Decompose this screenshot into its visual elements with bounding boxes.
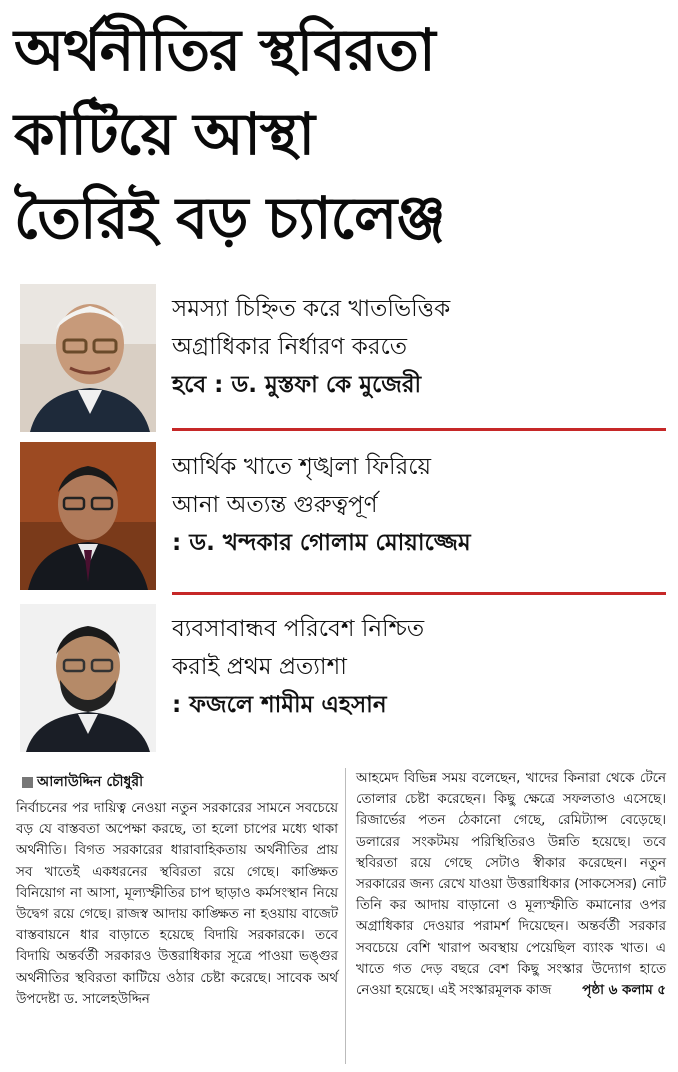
quote-text xyxy=(172,290,662,404)
headline-line: অর্থনীতির স্থবিরতা xyxy=(14,16,435,84)
article-column-left: নির্বাচনের পর দায়িত্ব নেওয়া নতুন সরকারের সামনে সবচেয়ে বড় যে বাস্তবতা অপেক্ষা করছে, তা হলো চাপের মধ্যে থাকা অর্থনীতি। বিগত সরকারের ধারাবাহিকতায় অর্থনীতির প্রায় সব খাতেই একধরনের স্থবিরতা রয়ে গেছে। কাঙ্ক্ষিত বিনিয়োগ না আসা, মূল্যস্ফীতির চাপ ছাড়াও কর্মসংস্থান নিয়ে উদ্বেগ রয়ে গেছে। রাজস্ব আদায় কাঙ্ক্ষিত না হওয়ায় বাজেট বাস্তবায়নে ধার বাড়াতে হয়েছে বিদায়ি সরকারকে। তবে বিদায়ি অন্তর্বর্তী সরকারও উত্তরাধিকার সূত্রে পাওয়া ভঙ্গুর অর্থনীতির স্থবিরতা কাটিয়ে ওঠার চেষ্টা করেছে। সাবেক অর্থ উপদেষ্টা ড. সালেহউদ্দিন xyxy=(16,801,338,1007)
speaker-name: ফজলে শামীম এহসান xyxy=(189,692,387,718)
headline-line: কাটিয়ে আস্থা xyxy=(14,100,315,168)
portrait-photo xyxy=(20,284,156,432)
page-jump-link[interactable]: পৃষ্ঠা ৬ কলাম ৫ xyxy=(582,983,666,999)
divider-line xyxy=(172,428,666,431)
quote-line: সমস্যা চিহ্নিত করে খাতভিত্তিক xyxy=(172,296,451,322)
quote-text xyxy=(172,448,662,562)
portrait-image xyxy=(20,284,156,432)
speaker-name: ড. মুস্তফা কে মুজেরী xyxy=(231,372,422,398)
divider-line xyxy=(172,592,666,595)
quote-prefix: : xyxy=(172,530,190,556)
headline-line: তৈরিই বড় চ্যালেঞ্জ xyxy=(14,184,445,252)
portrait-photo xyxy=(20,604,156,752)
quote-prefix: : xyxy=(172,692,190,718)
portrait-photo xyxy=(20,442,156,590)
headline xyxy=(14,8,664,260)
article-text: আহমেদ বিভিন্ন সময় বলেছেন, খাদের কিনারা থেকে টেনে তোলার চেষ্টা করেছেন। কিছু ক্ষেত্রে সফলতাও এসেছে। রিজার্ভের পতন ঠেকানো গেছে, রেমিট্যান্স বেড়েছে। ডলারের সংকটময় পরিস্থিতিরও উন্নতি হয়েছে। তবে স্থবিরতা রয়ে গেছে সেটাও স্বীকার করেছেন। নতুন সরকারের জন্য রেখে যাওয়া উত্তরাধিকার (সাকসেসর) নোট তিনি কর আদায় বাড়ানো ও মূল্যস্ফীতি কমানোর ওপর অগ্রাধিকার দেওয়ার পরামর্শ দিয়েছেন। অন্তর্বর্তী সরকার সবচেয়ে বেশি খারাপ অবস্থায় পেয়েছিল ব্যাংক খাত। এ খাতে গত দেড় বছরে বেশ কিছু সংস্কার উদ্যোগ হাতে নেওয়া হয়েছে। এই সংস্কারমূলক কাজ xyxy=(356,771,666,999)
quote-line: অগ্রাধিকার নির্ধারণ করতে xyxy=(172,334,407,360)
quote-line: আনা অত্যন্ত গুরুত্বপূর্ণ xyxy=(172,492,378,518)
byline xyxy=(22,770,143,794)
quote-prefix: হবে : xyxy=(172,372,232,398)
bullet-square-icon xyxy=(22,777,33,788)
article-column-right xyxy=(356,768,666,1001)
quote-line: আর্থিক খাতে শৃঙ্খলা ফিরিয়ে xyxy=(172,454,432,480)
quote-line: ব্যবসাবান্ধব পরিবেশ নিশ্চিত xyxy=(172,616,425,642)
column-divider xyxy=(345,768,346,1064)
quote-line: করাই প্রথম প্রত্যাশা xyxy=(172,654,347,680)
portrait-image xyxy=(20,442,156,590)
speaker-name: ড. খন্দকার গোলাম মোয়াজ্জেম xyxy=(189,530,471,556)
portrait-image xyxy=(20,604,156,752)
quote-text xyxy=(172,610,662,724)
byline-author: আলাউদ্দিন চৌধুরী xyxy=(37,774,144,790)
